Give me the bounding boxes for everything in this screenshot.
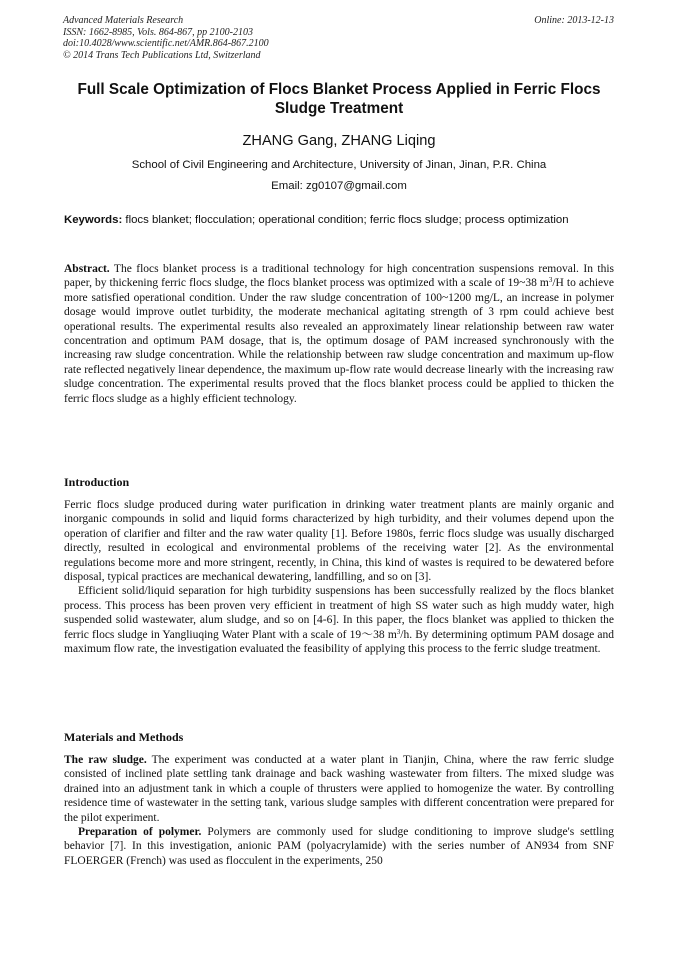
abstract-text-a: The flocs blanket process is a traditional technology for high concentration suspensions removal. In this paper, by thickening ferric flocs sludge, the flocs blanket process was optimized with a scale of 19~38 m <box>64 263 615 290</box>
abstract-superscript: 3 <box>548 276 553 285</box>
keywords <box>64 213 614 229</box>
introduction-heading: Introduction <box>64 475 130 489</box>
abstract-label: Abstract. <box>64 263 110 275</box>
journal-header <box>63 15 269 61</box>
intro-paragraph-1: Ferric flocs sludge produced during water purification in drinking water treatment plants are mainly organic and inorganic compounds in solid and liquid forms characterized by high turbidity, and their volumes depend upon the operation of clarifier and filter and the raw water quality [1]. Before 1980s, ferric flocs sludge was usually discharged directly, resulted in ecological and environmental problems of the receiving water [2]. As the environmental regulations become more and more stringent, recently, in China, this kind of wastes is required to be dewatered before disposal, typical practices are mechanical dewatering, landfilling, and so on [3]. <box>64 499 614 584</box>
keywords-text: flocs blanket; flocculation; operational condition; ferric flocs sludge; process optimization <box>125 214 569 226</box>
title-line-2: Sludge Treatment <box>274 100 404 117</box>
affiliation: School of Civil Engineering and Architecture, University of Jinan, Jinan, P.R. China <box>131 159 547 171</box>
methods-heading: Materials and Methods <box>64 730 184 744</box>
doi-line: doi:10.4028/www.scientific.net/AMR.864-867.2100 <box>63 38 269 50</box>
issn-line: ISSN: 1662-8985, Vols. 864-867, pp 2100-2103 <box>63 26 253 38</box>
keywords-label: Keywords: <box>64 214 123 226</box>
polymer-label: Preparation of polymer. <box>78 826 202 839</box>
journal-name: Advanced Materials Research <box>63 15 184 26</box>
copyright-line: © 2014 Trans Tech Publications Ltd, Switzerland <box>63 49 261 61</box>
intro-p2-text-a: Efficient solid/liquid separation for high turbidity suspensions has been successfully realized by the flocs blanket process. This process has been proven very efficient in treatment of high SS water such as high muddy water, high suspended solid wastewater, alum sludge, and so on [4-6]. In this paper, the flocs blanket was applied to thicken the ferric flocs sludge in Yangliuqing Water Plant with a scale of 19～38 m <box>64 585 614 641</box>
raw-sludge-label: The raw sludge. <box>64 754 147 766</box>
polymer-text: Polymers are commonly used for sludge conditioning to improve sludge's settling behavior [7]. In this investigation, anionic PAM (polyacrylamide) with the series number of AN934 from SNF FLOERGER (French) was used as flocculent in the experiments, 250 <box>64 826 614 867</box>
intro-p2-text-b: /h. By determining optimum PAM dosage and maximum flow rate, the investigation evaluated the feasibility of applying this process to the ferric sludge treatment. <box>64 628 614 656</box>
intro-paragraph-2 <box>64 584 614 656</box>
raw-sludge-text: The experiment was conducted at a water plant in Tianjin, China, where the raw ferric sludge consisted of inclined plate settling tank drainage and back washing wastewater from filters. The mixed sludge was drained into an adjustment tank in which a couple of thrusters were applied to homogenize the water. By controlling residence time of wastewater in the setting tank, various sludge samples with different concentration were prepared for the pilot experiment. <box>64 754 614 824</box>
abstract-text-b: /H to achieve more satisfied operational condition. Under the raw sludge concentration of 100~1200 mg/L, an increase in polymer dosage would improve outlet turbidity, the moderate mechanical agitating strength of 3 rpm could achieve best operational results. The experimental results also revealed an approximately linear relationship between raw water concentration and optimum PAM dosage, that is, the optimum dosage of PAM increased synchronously with the increasing raw sludge concentration. While the relationship between raw sludge concentration and maximum up-flow rate reflected negatively linear dependence, the maximum up-flow rate would decrease linearly with the increasing raw sludge concentration. The experimental results proved that the flocs blanket process could be applied to thicken the ferric flocs sludge as a highly efficient technology. <box>64 277 614 405</box>
paper-title <box>40 80 638 118</box>
introduction-body <box>64 498 614 656</box>
online-date: Online: 2013-12-13 <box>534 15 614 26</box>
polymer-paragraph <box>64 825 614 868</box>
raw-sludge-paragraph <box>64 753 614 825</box>
intro-p2-superscript: 3 <box>396 627 401 636</box>
abstract <box>64 262 614 406</box>
authors: ZHANG Gang, ZHANG Liqing <box>242 133 436 149</box>
email: Email: zg0107@gmail.com <box>271 180 407 192</box>
title-line-1: Full Scale Optimization of Flocs Blanket Process Applied in Ferric Flocs <box>77 81 601 98</box>
methods-body <box>64 753 614 868</box>
